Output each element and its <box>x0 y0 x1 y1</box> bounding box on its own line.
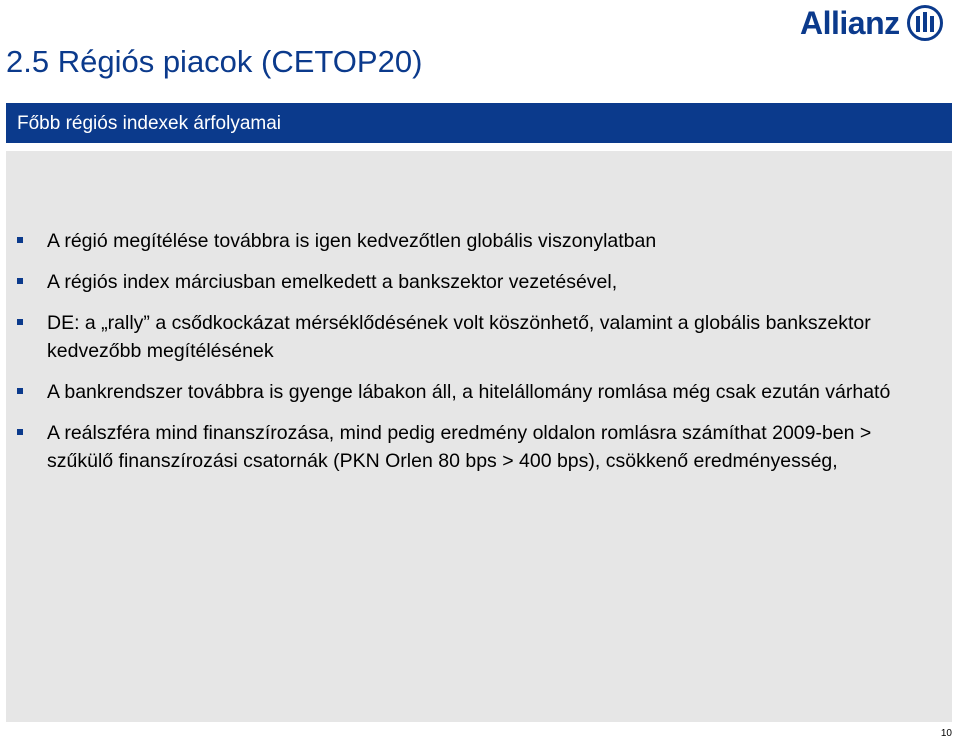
section-banner <box>6 103 952 143</box>
bullet-item <box>6 419 952 475</box>
bullet-item <box>6 309 952 365</box>
bullet-text: A régiós index márciusban emelkedett a bankszektor vezetésével, <box>47 271 618 293</box>
content-panel <box>6 151 952 722</box>
bullet-list <box>6 227 952 488</box>
square-bullet-icon <box>17 278 23 284</box>
bullet-item <box>6 227 952 255</box>
bullet-text: A bankrendszer továbbra is gyenge lábakon áll, a hitelállomány romlása még csak ezután várható <box>47 381 891 403</box>
bullet-text: A régió megítélése továbbra is igen kedvezőtlen globális viszonylatban <box>47 230 657 252</box>
slide-title: 2.5 Régiós piacok (CETOP20) <box>6 44 423 79</box>
page-number: 10 <box>940 728 952 739</box>
square-bullet-icon <box>17 237 23 243</box>
logo-text: Allianz <box>800 5 900 41</box>
square-bullet-icon <box>17 319 23 325</box>
bullet-text: DE: a „rally” a csődkockázat mérséklődésének volt köszönhető, valamint a globális bankszektor kedvezőbb megítélésének <box>47 312 871 362</box>
allianz-eagle-icon <box>906 4 944 42</box>
bullet-item <box>6 268 952 296</box>
square-bullet-icon <box>17 429 23 435</box>
bullet-text: A reálszféra mind finanszírozása, mind pedig eredmény oldalon romlásra számíthat 2009-ben > szűkülő finanszírozási csatornák (PKN Orlen 80 bps > 400 bps), csökkenő eredményesség, <box>47 422 872 472</box>
allianz-logo <box>800 2 956 44</box>
square-bullet-icon <box>17 388 23 394</box>
bullet-item <box>6 378 952 406</box>
banner-text: Főbb régiós indexek árfolyamai <box>17 113 282 134</box>
